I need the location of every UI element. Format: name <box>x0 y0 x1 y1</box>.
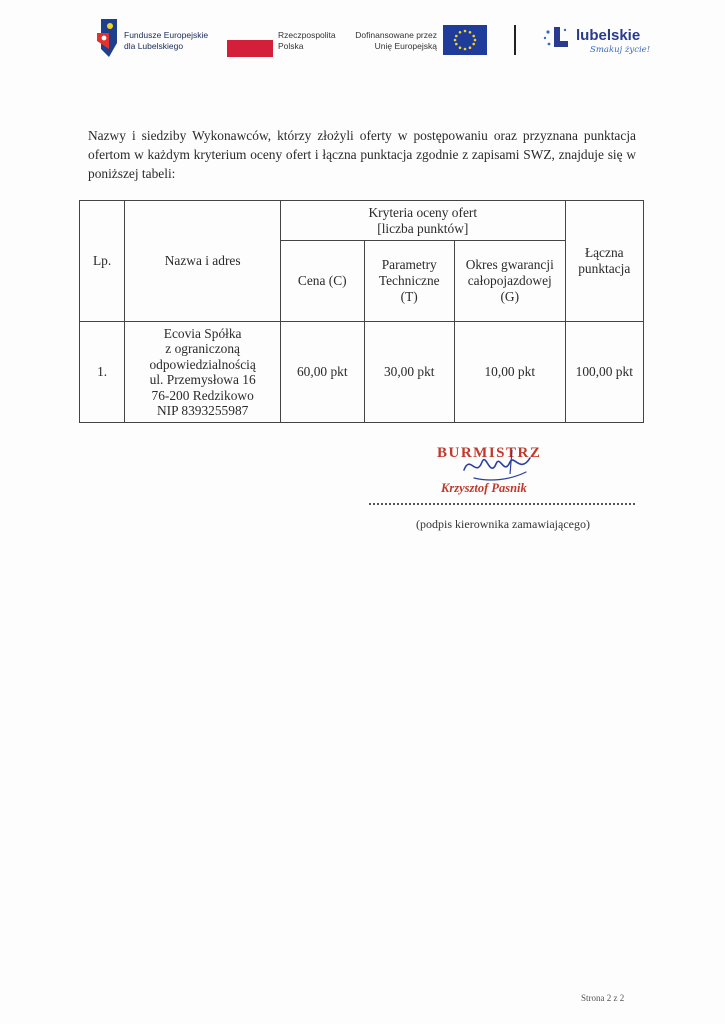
header-logo-strip <box>0 0 725 70</box>
lubelskie-name: lubelskie <box>576 27 641 44</box>
offers-table <box>79 200 644 423</box>
col-header-okres: Okres gwarancji całopojazdowej (G) <box>454 241 565 322</box>
page-number: Strona 2 z 2 <box>581 993 625 1003</box>
col-header-total: Łączna punktacja <box>565 201 643 322</box>
stamp-name: Krzysztof Pasnik <box>441 481 527 495</box>
lubelskie-logo-icon <box>542 24 572 54</box>
signature-dotted-line <box>369 503 635 505</box>
lubelskie-tagline: Smakuj życie! <box>590 45 651 55</box>
eu-flag-icon <box>443 25 487 55</box>
eu-cofinanced-label: Dofinansowane przez Unię Europejską <box>355 30 437 51</box>
cell-cena: 60,00 pkt <box>281 322 364 423</box>
cell-lp: 1. <box>80 322 125 423</box>
col-header-name: Nazwa i adres <box>125 201 281 322</box>
rzeczpospolita-label: Rzeczpospolita Polska <box>278 30 336 51</box>
cell-tech: 30,00 pkt <box>364 322 454 423</box>
col-header-criteria: Kryteria oceny ofert [liczba punktów] <box>281 201 565 241</box>
col-header-lp: Lp. <box>80 201 125 322</box>
polish-flag-icon <box>227 40 273 57</box>
cell-address: Ecovia Spółka z ograniczoną odpowiedzialnością ul. Przemysłowa 16 76-200 Redzikowo NIP 8393255987 <box>125 322 281 423</box>
intro-paragraph: Nazwy i siedziby Wykonawców, którzy złożyli oferty w postępowaniu oraz przyznana punktacja ofertom w każdym kryterium oceny ofert i łączna punktacja zgodnie z zapisami SWZ, znajduje się w poniższej tabeli: <box>88 128 636 181</box>
cell-okres: 10,00 pkt <box>454 322 565 423</box>
signature-caption: (podpis kierownika zamawiającego) <box>416 517 590 531</box>
cell-total: 100,00 pkt <box>565 322 643 423</box>
fundusze-europejskie-logo-icon <box>97 19 117 57</box>
col-header-tech: Parametry Techniczne (T) <box>364 241 454 322</box>
table-row <box>80 322 644 423</box>
fundusze-europejskie-label: Fundusze Europejskie dla Lubelskiego <box>124 30 209 51</box>
table-header-row <box>80 201 644 241</box>
stamp-title: BURMISTRZ <box>437 445 542 461</box>
col-header-cena: Cena (C) <box>281 241 364 322</box>
header-separator <box>514 25 516 55</box>
